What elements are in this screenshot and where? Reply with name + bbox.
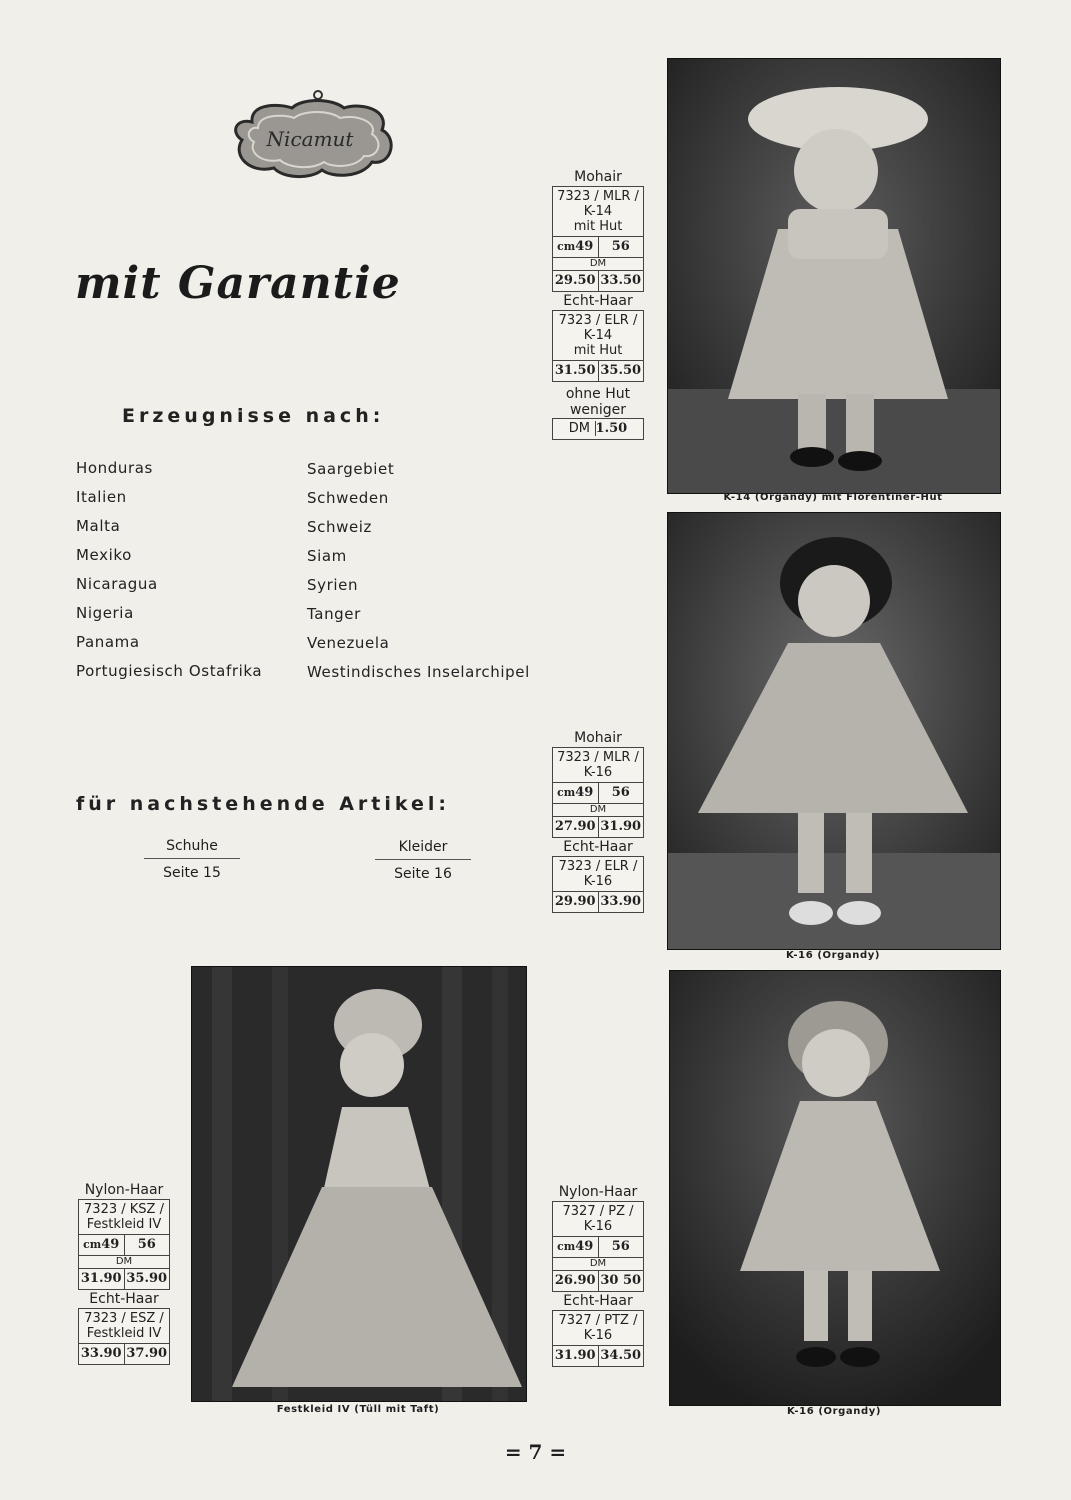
article-code-box [552, 1201, 644, 1237]
price-value: 33.90 [80, 1346, 122, 1361]
photo-caption: K-16 (Organdy) [785, 950, 881, 961]
cm-label: cm [557, 240, 576, 253]
export-heading: Erzeugnisse nach: [122, 405, 385, 427]
country: Malta [76, 517, 121, 535]
price-table-k16-nylon [552, 1183, 644, 1367]
hair-type-label: Nylon-Haar [84, 1182, 164, 1198]
model-note: mit Hut [573, 219, 623, 234]
country: Siam [307, 547, 347, 565]
price-value: 29.90 [554, 894, 596, 909]
hair-type-label: Echt-Haar [563, 839, 633, 855]
hair-type-label: Echt-Haar [563, 293, 633, 309]
price-value: 35.90 [124, 1269, 170, 1289]
page-title: mit Garantie [75, 258, 401, 309]
shoes-reference [144, 838, 240, 881]
price-value: 33.90 [598, 892, 644, 912]
hair-type-label: Nylon-Haar [558, 1184, 638, 1200]
country: Nicaragua [76, 575, 158, 593]
article-code-box [552, 1310, 644, 1346]
country: Schweden [307, 489, 389, 507]
page-number: = 7 = [504, 1440, 567, 1464]
price-table-k14 [552, 168, 644, 440]
size-row [552, 783, 644, 804]
without-hat-line: weniger [569, 402, 627, 418]
price-value: 26.90 [554, 1273, 596, 1288]
photo-doll-k14 [667, 58, 1001, 494]
article-code-box [552, 310, 644, 361]
size-value: 49 [575, 1239, 594, 1254]
price-value: 30 50 [598, 1271, 644, 1291]
country: Portugiesisch Ostafrika [76, 662, 263, 680]
country: Panama [76, 633, 140, 651]
price-value: 29.50 [554, 273, 596, 288]
country: Saargebiet [307, 460, 395, 478]
price-row [552, 1270, 644, 1292]
price-value: 37.90 [124, 1344, 170, 1364]
currency-label: DM [552, 1258, 644, 1270]
currency-label: DM [568, 421, 591, 436]
price-value: 31.90 [554, 1348, 596, 1363]
article-code-box [78, 1199, 170, 1235]
price-value: 31.90 [80, 1271, 122, 1286]
article-code-box [552, 747, 644, 783]
price-value: 31.50 [554, 363, 596, 378]
model-name: K-16 [583, 874, 613, 889]
price-row [552, 892, 644, 913]
photo-caption: K-14 (Organdy) mit Florentiner-Hut [723, 492, 943, 503]
model-name: K-16 [583, 765, 613, 780]
article-code: 7327 / PZ / [562, 1204, 634, 1219]
size-value: 49 [101, 1237, 120, 1252]
article-code: 7323 / KSZ / [84, 1202, 164, 1217]
currency-label: DM [78, 1256, 170, 1268]
price-row [552, 270, 644, 292]
country-list-left [76, 454, 262, 686]
photo-caption: K-16 (Organdy) [786, 1406, 882, 1417]
cm-label: cm [557, 786, 576, 799]
price-value: 33.50 [598, 271, 644, 291]
shoes-label: Schuhe [144, 838, 240, 859]
article-code: 7323 / ELR / [558, 313, 638, 328]
price-value: 27.90 [554, 819, 596, 834]
country: Westindisches Inselarchipel [307, 663, 530, 681]
model-name: K-16 [583, 1328, 613, 1343]
price-row [78, 1268, 170, 1290]
country-list-right [307, 455, 530, 687]
article-code-box [78, 1308, 170, 1344]
size-value: 49 [575, 239, 594, 254]
model-note: mit Hut [573, 343, 623, 358]
cm-label: cm [557, 1240, 576, 1253]
cm-label: cm [83, 1238, 102, 1251]
brand-logo [222, 82, 398, 184]
size-value: 56 [598, 237, 644, 257]
shoes-page: Seite 15 [163, 865, 221, 881]
article-code: 7323 / ELR / [558, 859, 638, 874]
price-value: 1.50 [595, 421, 628, 436]
without-hat-line: ohne Hut [565, 386, 631, 402]
price-row [552, 1346, 644, 1367]
articles-heading: für nachstehende Artikel: [76, 793, 451, 815]
article-code: 7323 / MLR / [557, 750, 639, 765]
country: Tanger [307, 605, 361, 623]
price-table-festkleid [78, 1181, 170, 1365]
photo-doll-festkleid [191, 966, 527, 1402]
logo-wordmark: Nicamut [266, 127, 354, 151]
photo-doll-k16-mohair [667, 512, 1001, 950]
country: Mexiko [76, 546, 132, 564]
without-hat-note [552, 386, 644, 418]
price-value: 35.50 [598, 361, 644, 381]
article-code: 7327 / PTZ / [558, 1313, 638, 1328]
price-table-k16-mohair [552, 729, 644, 913]
model-name: K-16 [583, 1219, 613, 1234]
price-row [552, 361, 644, 382]
size-row [552, 1237, 644, 1258]
without-hat-price [552, 418, 644, 440]
hair-type-label: Mohair [574, 169, 622, 185]
price-value: 31.90 [598, 817, 644, 837]
size-value: 56 [598, 1237, 644, 1257]
country: Italien [76, 488, 127, 506]
size-row [552, 237, 644, 258]
country: Nigeria [76, 604, 134, 622]
country: Syrien [307, 576, 359, 594]
article-code-box [552, 856, 644, 892]
article-code-box [552, 186, 644, 237]
dresses-label: Kleider [375, 839, 471, 860]
price-value: 34.50 [598, 1346, 644, 1366]
model-name: Festkleid IV [86, 1326, 162, 1341]
size-value: 56 [124, 1235, 170, 1255]
country: Schweiz [307, 518, 373, 536]
article-code: 7323 / MLR / [557, 189, 639, 204]
size-value: 56 [598, 783, 644, 803]
photo-caption: Festkleid IV (Tüll mit Taft) [276, 1404, 440, 1415]
currency-label: DM [552, 258, 644, 270]
size-value: 49 [575, 785, 594, 800]
photo-doll-k16-nylon [669, 970, 1001, 1406]
price-row [78, 1344, 170, 1365]
country: Venezuela [307, 634, 390, 652]
hair-type-label: Echt-Haar [89, 1291, 159, 1307]
article-code: 7323 / ESZ / [84, 1311, 164, 1326]
model-name: Festkleid IV [86, 1217, 162, 1232]
hair-type-label: Echt-Haar [563, 1293, 633, 1309]
hair-type-label: Mohair [574, 730, 622, 746]
model-name: K-14 [583, 328, 613, 343]
dresses-page: Seite 16 [394, 866, 452, 882]
dresses-reference [375, 839, 471, 882]
currency-label: DM [552, 804, 644, 816]
model-name: K-14 [583, 204, 613, 219]
price-row [552, 816, 644, 838]
size-row [78, 1235, 170, 1256]
country: Honduras [76, 459, 153, 477]
